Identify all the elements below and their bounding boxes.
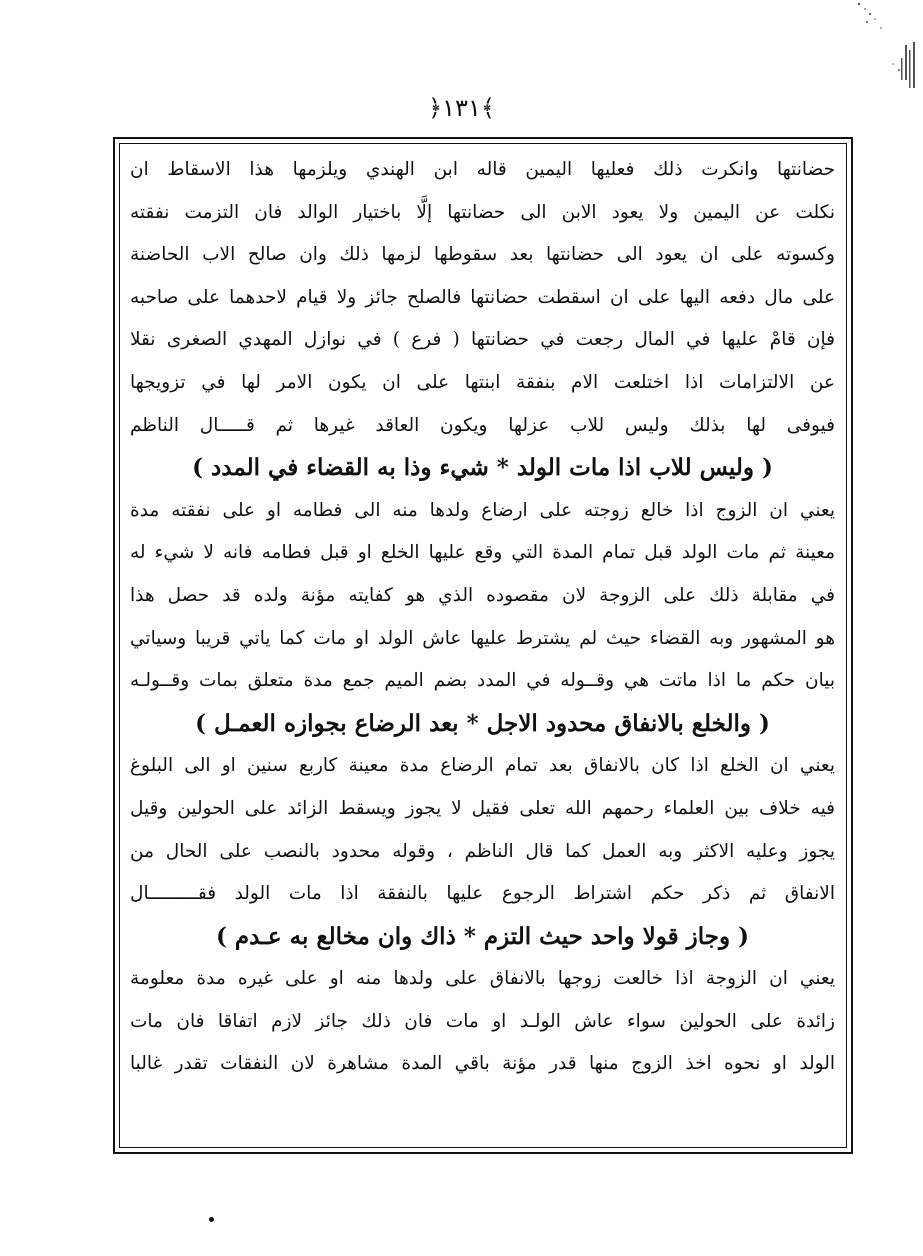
ink-dot [209,1217,214,1222]
text-line: الانفاق ثم ذكر حكم اشتراط الرجوع عليها بالنفقة اذا مات الولد فقـــــــــال [130,883,835,905]
text-line: معينة ثم مات الولد قبل تمام المدة التي وقع عليها الخلع او قبل فطامه فانه لا شيء له [130,542,835,564]
text-line: حضانتها وانكرت ذلك فعليها اليمين قاله ابن الهندي ويلزمها هذا الاسقاط ان [130,159,835,180]
text-line: هو المشهور وبه القضاء حيث لم يشترط عليها عاش الولد او مات كما ياتي قريبا وسياتي [130,627,835,649]
text-line: يعني ان الزوج اذا خالع زوجته على ارضاع ولدها منه الى فطامه او على نفقته مدة [130,499,835,521]
text-line: يجوز وعليه الاكثر وبه العمل كما قال الناظم ، وقوله محدود بالنصب على الحال من [130,840,835,862]
verse-line: ( وجاز قولا واحد حيث التزم * ذاك وان مخالع به عـدم ) [215,922,750,950]
text-line: فإن قامْ عليها في المال رجعت في حضانتها ( فرع ) في نوازل المهدي الصغرى نقلا [130,329,835,351]
text-line: بيان حكم ما اذا ماتت هي وقــوله في المدد بضم الميم جمع مدة متعلق بمات وقــولـه [130,670,835,692]
text-line: يعني ان الزوجة اذا خالعت زوجها بالانفاق على ولدها منه او على غيره مدة معلومة [130,968,835,990]
main-text [124,149,841,1086]
text-line: الولد او نحوه اخذ الزوج منها قدر مؤنة باقي المدة مشاهرة لان النفقات تقدر غالبا [130,1053,835,1075]
text-line: فيه خلاف بين العلماء رحمهم الله تعلى فقيل لا يجوز ويسقط الزائد على الحولين وقيل [130,797,835,819]
text-line: فيوفى لها بذلك وليس للاب عزلها ويكون العاقد غيرها ثم قـــــال الناظم [130,414,835,436]
text-line: عن الالتزامات اذا اختلعت الام بنفقة ابنتها على ان يكون الامر لها في تزويجها [130,371,835,393]
verse-line: ( وليس للاب اذا مات الولد * شيء وذا به القضاء في المدد ) [192,454,773,482]
text-line: زائدة على الحولين سواء عاش الولـد او مات فان ذلك جائز لازم اتفاقا فان مات [130,1010,835,1032]
text-line: نكلت عن اليمين ولا يعود الابن الى حضانتها إلَّا باختيار الوالد فان التزمت نفقته [130,201,835,223]
text-line: وكسوته على ان يعود الى حضانتها بعد سقوطها لزمها ذلك وان صالح الاب الحاضنة [130,244,835,266]
page-number: ﴾١٣١﴿ [428,94,495,122]
text-line: على مال دفعه اليها على ان اسقطت حضانتها فالصلح جائز ولا قيام لاحدهما على صاحبه [130,286,835,308]
text-line: يعني ان الخلع اذا كان بالانفاق بعد تمام الرضاع مدة معينة كاربع سنين او الى البلوغ [130,755,835,777]
text-line: في مقابلة ذلك على الزوجة لان مقصوده الذي هو كفايته مؤنة ولده قد حصل هذا [130,584,835,606]
verse-line: ( والخلع بالانفاق محدود الاجل * بعد الرضاع بجوازه العمـل ) [195,709,770,737]
